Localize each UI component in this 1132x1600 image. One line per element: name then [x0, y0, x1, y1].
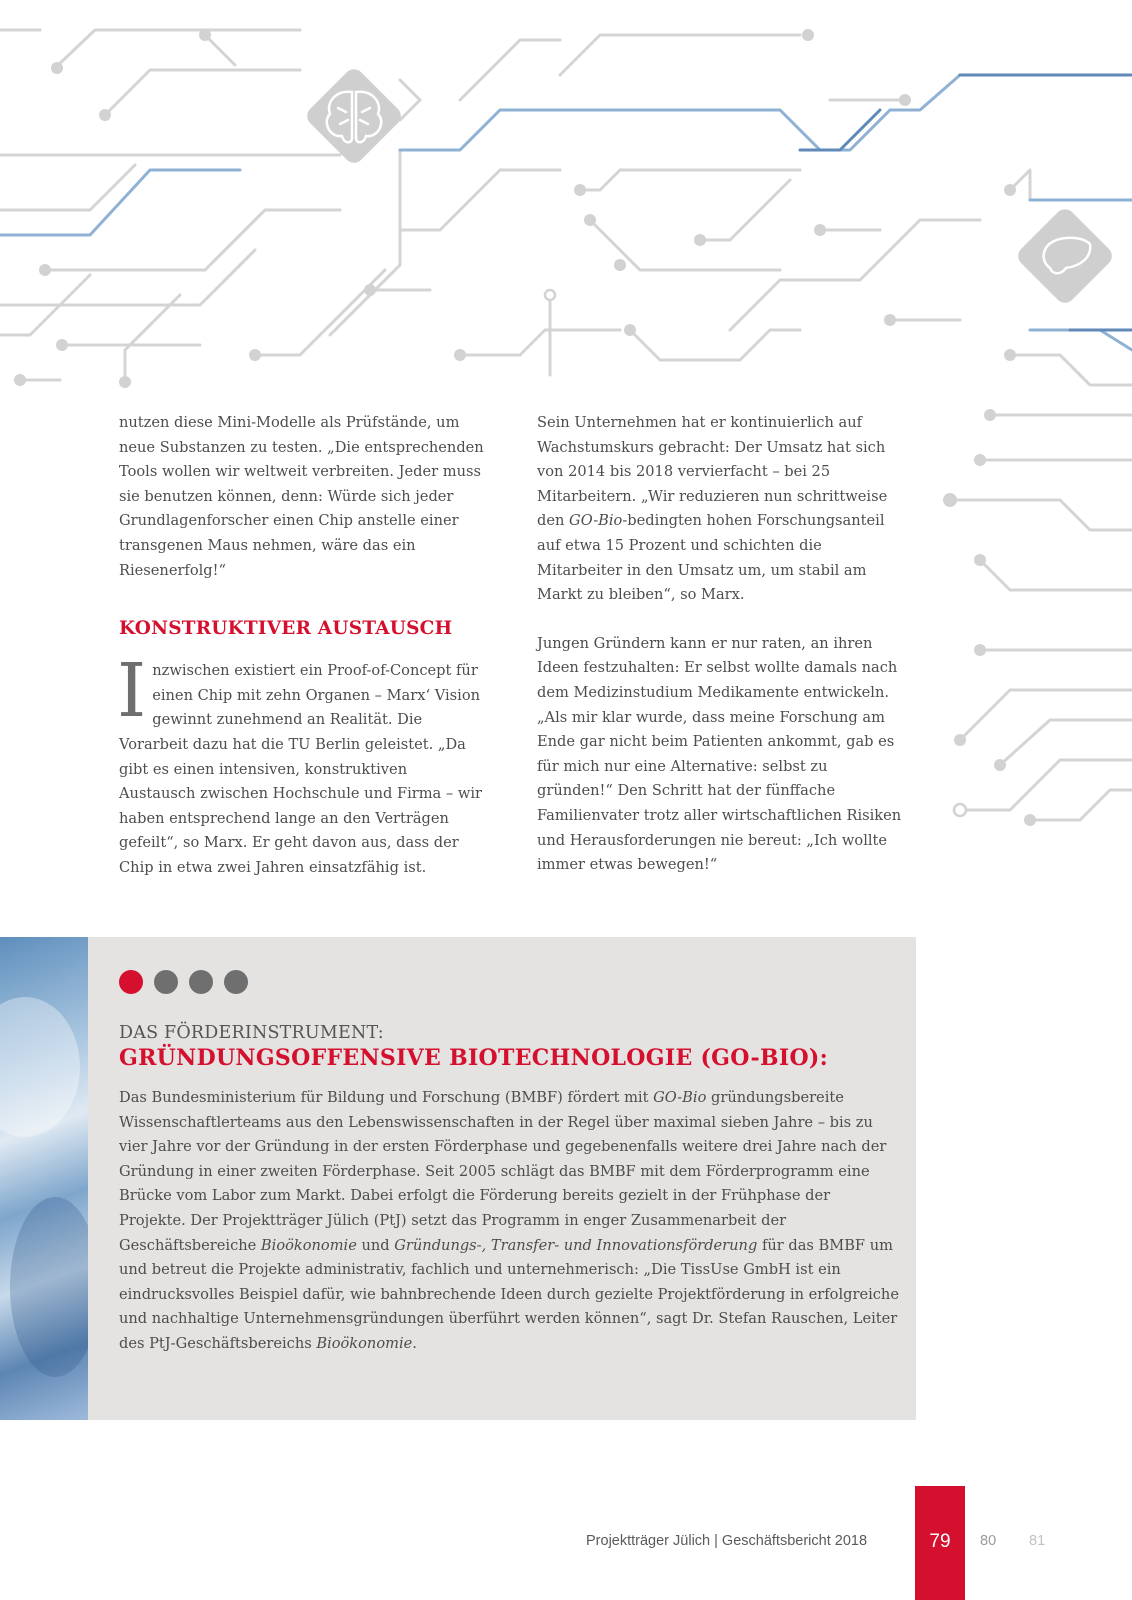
footer-publication: Projektträger Jülich | Geschäftsbericht 2018 [586, 1533, 868, 1549]
article-column-left [119, 411, 484, 881]
section-heading: KONSTRUKTIVER AUSTAUSCH [119, 618, 453, 640]
lab-photo [0, 937, 88, 1420]
progress-dots [119, 970, 259, 998]
brain-icon [303, 65, 405, 167]
page-number-link[interactable]: 80 [980, 1533, 997, 1549]
dot [224, 970, 248, 994]
page-number-link[interactable]: 81 [1029, 1533, 1046, 1549]
dot [154, 970, 178, 994]
paragraph: Inzwischen existiert ein Proof-of-Concept für einen Chip mit zehn Organen – Marx‘ Vision gewinnt zunehmend an Realität. Die Vorarbeit dazu hat die TU Berlin geleistet. „Da gibt es einen intensiven, konstruktiven Austausch zwischen Hochschule und Firma – wir haben entsprechend lange an den Verträgen gefeilt“, so Marx. Er geht davon aus, dass der Chip in etwa zwei Jahren einsatzfähig ist. [117, 648, 482, 876]
paragraph: Sein Unternehmen hat er kontinuierlich auf Wachstumskurs gebracht: Der Umsatz hat sich von 2014 bis 2018 vervierfacht – bei 25 Mitarbeitern. „Wir reduzieren nun schrittweise den GO-Bio-bedingten hohen Forschungsanteil auf etwa 15 Prozent und schichten die Mitarbeiter in den Umsatz um, um stabil am Markt zu bleiben“, so Marx. [537, 414, 888, 604]
current-page-number: 79 [929, 1531, 951, 1552]
info-box-kicker: DAS FÖRDERINSTRUMENT: [119, 1023, 384, 1043]
drop-cap: I [117, 648, 147, 735]
article-column-right [537, 411, 902, 878]
liver-chip-icon [1014, 205, 1116, 307]
info-box-title: GRÜNDUNGSOFFENSIVE BIOTECHNOLOGIE (GO-BIO): [119, 1045, 829, 1071]
dot [189, 970, 213, 994]
paragraph: nutzen diese Mini-Modelle als Prüfstände, um neue Substanzen zu testen. „Die entsprechenden Tools wollen wir weltweit verbreiten. Jeder muss sie benutzen können, denn: Würde sich jeder Grundlagenforscher einen Chip anstelle einer transgenen Maus nehmen, wäre das ein Riesenerfolg!“ [119, 414, 484, 579]
dot-active [119, 970, 143, 994]
paragraph: Jungen Gründern kann er nur raten, an ihren Ideen festzuhalten: Er selbst wollte damals nach dem Medizinstudium Medikamente entwickeln. „Als mir klar wurde, dass meine Forschung am Ende gar nicht beim Patienten ankommt, gab es für mich nur eine Alternative: selbst zu gründen!“ Den Schritt hat der fünffache Familienvater trotz aller wirtschaftlichen Risiken und Herausforderungen nie bereut: „Ich wollte immer etwas bewegen!“ [537, 634, 902, 874]
info-box-body: Das Bundesministerium für Bildung und Forschung (BMBF) fördert mit GO-Bio gründungsbereite Wissenschaftlerteams aus den Lebenswissenschaften in der Regel über maximal sieben Jahre – bis zu vier Jahre vor der Gründung in der ersten Förderphase und gegebenenfalls weitere drei Jahre nach der Gründung in einer zweiten Förderphase. Seit 2005 schlägt das BMBF mit dem Förderprogramm eine Brücke vom Labor zum Markt. Dabei erfolgt die Förderung bereits gezielt in der Frühphase der Projekte. Der Projektträger Jülich (PtJ) setzt das Programm in enger Zusammenarbeit der Geschäftsbereiche Bioökonomie und Gründungs-, Transfer- und Innovationsförderung für das BMBF um und betreut die Projekte administrativ, fachlich und unternehmerisch: „Die TissUse GmbH ist ein eindrucksvolles Beispiel dafür, wie bahnbrechende Ideen durch gezielte Projektförderung in erfolgreiche und nachhaltige Unternehmensgründungen überführt werden können“, sagt Dr. Stefan Rauschen, Leiter des PtJ-Geschäftsbereichs Bioökonomie. [119, 1089, 899, 1352]
